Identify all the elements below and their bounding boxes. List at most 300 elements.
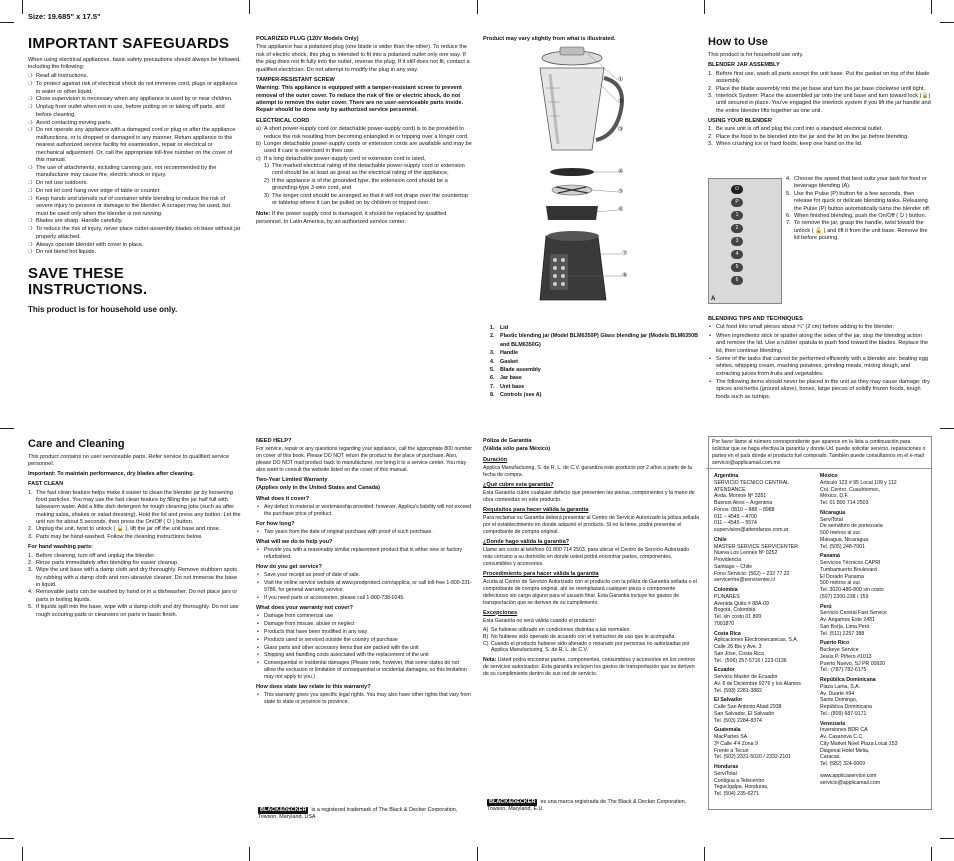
requisitos-text: Para reclamar su Garantía deberá presentar al Centro de Servicio Autorizado la póliza sellada por el establecimiento en donde adquirió el producto. Si no la tiene, podrá presentar el comprobante de compra original. bbox=[483, 515, 699, 536]
tips-section bbox=[708, 313, 932, 402]
diagram-callout: ① bbox=[618, 77, 624, 83]
service-line: 500 metros al sur. bbox=[820, 580, 862, 587]
cord-item bbox=[256, 126, 472, 141]
service-line: Tel. (502) 2331-5020 / 2332-2101 bbox=[714, 754, 792, 761]
cord-item-text: If a long detachable power-supply cord or extension cord is used, bbox=[264, 155, 426, 162]
polarized-plug-title: POLARIZED PLUG (120V Models Only) bbox=[256, 36, 359, 42]
tip-item: • The following items should never be placed in the unit as they may cause damage: dry spices and herbs (ground alone), bones, large pieces of solidly frozen foods, tough foods such as turnips. bbox=[708, 379, 932, 401]
trademark-es bbox=[487, 799, 699, 813]
service-line: Tel.: (506) 257-5716 / 223-0136 bbox=[714, 657, 787, 664]
assembly-step bbox=[708, 86, 932, 93]
polarized-plug-text: This appliance has a polarized plug (one blade is wider than the other). To reduce the risk of electric shock, this plug is intended to fit into a polarized outlet only one way. If the plug does not fit fully into the outlet, reverse the plug. If it still does not fit, contact a qualified electrician. Do not attempt to modify the plug in any way. bbox=[256, 44, 470, 73]
service-country: Argentina bbox=[714, 473, 739, 479]
part-name: Plastic blending jar (Model BLM6350P) Glass blending jar (Models BLM6350B and BLM6350G) bbox=[500, 333, 698, 348]
assembly-step-number: 1. bbox=[708, 70, 713, 77]
fast-clean-step-text: The fast clean feature helps make it easier to clean the blender jar by loosening food particles. You may use the fast clean feature by filling the jar half full with lukewarm water. Add a little dish detergent for tough cleaning jobs (such as after making salsa, shakes or salad dressing). Hold the lid and press any button. Let the unit run for about 5 seconds, then press the On/Off ( ⏻ ) button. bbox=[36, 489, 241, 526]
service-line: Tel. 3020-480-800 sin costo bbox=[820, 587, 884, 593]
using-step bbox=[786, 213, 932, 220]
hand-wash-step bbox=[28, 589, 242, 604]
diagram-callout: ⑥ bbox=[618, 207, 624, 213]
tip-item: • Some of the tasks that cannot be performed efficiently with a blender are: beating egg whites, whipping cream, mashing potatoes, grinding meats, mixing dough, and extracting juices from fruits and vegetables. bbox=[708, 356, 932, 378]
service-line: Tel. (504) 235-6271 bbox=[714, 791, 759, 797]
jar-base-illustration bbox=[546, 206, 598, 220]
state-law-list bbox=[256, 692, 472, 706]
service-line: 011 – 4545 – 4700 bbox=[714, 513, 757, 520]
what-cover-q: What does it cover? bbox=[256, 495, 310, 502]
tip-item: • Cut food into small pieces about ¾" (2 cm) before adding to the blender. bbox=[708, 324, 932, 331]
crop-mark bbox=[940, 838, 954, 839]
what-help-q: What will we do to help you? bbox=[256, 538, 333, 545]
service-line: Jesús P. Piñero #1013 bbox=[820, 653, 872, 660]
warranty-bullet: • Shipping and handling costs associated with the replacement of the unit bbox=[256, 652, 472, 659]
part-item bbox=[490, 358, 700, 366]
donde-title: ¿Donde hago válida la garantía? bbox=[483, 538, 570, 545]
fast-clean-step-text: Unplug the unit, twist to unlock ( 🔓 ), lift the jar off the unit base and rinse. bbox=[36, 526, 221, 533]
nota-label: Nota: bbox=[483, 657, 497, 664]
safeguard-item: ❍ Do not operate any appliance with a damaged cord or plug or after the appliance malfunctions, or is dropped or damaged in any manner. Return appliance to the nearest authorized service facility for examination, repair or electrical or mechanical adjustment. Or, call the appropriate toll-free number on the cover of this manual. bbox=[28, 127, 242, 164]
warranty-bullet: • Provide you with a reasonably similar replacement product that is either new or factory refurbished. bbox=[256, 547, 472, 561]
part-number: 8. bbox=[490, 392, 495, 398]
service-line: MASTER SERVICE SERVICENTER bbox=[714, 543, 798, 550]
panel-button: 3 bbox=[731, 237, 743, 246]
service-line: Tel.: (809) 687-9171 bbox=[820, 710, 867, 717]
tamper-text: Warning: This appliance is equipped with a tamper-resistant screw to prevent removal of the outer cover. To reduce the risk of fire or electric shock, do not attempt to remove the outer cover. There are no user-serviceable parts inside. Repair should be done only by authorized service personnel. bbox=[256, 85, 464, 114]
service-line: Tel. (593) 2281-3882 bbox=[714, 687, 762, 694]
controls-illustration bbox=[550, 254, 568, 290]
tips-list bbox=[708, 324, 932, 401]
safeguards-intro: When using electrical appliances, basic safety precautions should always be followed, including the following: bbox=[28, 56, 241, 70]
crop-mark bbox=[0, 428, 14, 429]
part-item bbox=[490, 391, 700, 399]
excepciones-intro: Esta Garantía no será válida cuando el producto: bbox=[483, 618, 596, 625]
safeguard-item: ❍ To protect against risk of electrical shock do not immerse cord, plugs or appliance in water or other liquid. bbox=[28, 81, 242, 96]
excepcion-item-marker: B) bbox=[483, 633, 489, 640]
how-get-list bbox=[256, 572, 472, 601]
cord-sub-item bbox=[264, 193, 472, 208]
service-line: Aplicaciones Electromecanicas, S.A. bbox=[714, 637, 799, 644]
assembly-step-number: 3. bbox=[708, 92, 713, 99]
service-line: El Dorado Panama bbox=[820, 573, 864, 580]
excepcion-item-marker: C) bbox=[483, 640, 489, 647]
crop-mark bbox=[22, 0, 23, 14]
part-item bbox=[490, 374, 700, 382]
service-list-right bbox=[820, 470, 928, 786]
part-number: 6. bbox=[490, 375, 495, 382]
warranty-bullet: • Products used or serviced outside the country of purchase bbox=[256, 637, 472, 644]
duracion-title: Duración bbox=[483, 456, 508, 463]
black-decker-logo: BLACK&DECKER bbox=[260, 807, 307, 813]
service-line: PLINARES bbox=[714, 593, 740, 600]
service-country: El Salvador bbox=[714, 697, 743, 704]
cord-sub-item bbox=[264, 178, 472, 193]
service-line: Av. Duarte #94 bbox=[820, 690, 855, 697]
part-number: 4. bbox=[490, 358, 495, 365]
using-step-number: 7. bbox=[786, 220, 791, 227]
using-step-number: 2. bbox=[708, 133, 713, 140]
safeguards-title: IMPORTANT SAFEGUARDS bbox=[28, 35, 230, 52]
diagram-caption: Product may vary slightly from what is illustrated. bbox=[483, 36, 616, 42]
service-line: Fonos: 0810 – 888 – 8988 bbox=[714, 506, 775, 513]
how-to-use-section bbox=[708, 36, 932, 149]
service-line: 3ª Calle 4'4 Zona 9 bbox=[714, 740, 758, 747]
service-line: www.applicaservice.com bbox=[820, 772, 877, 779]
assembly-list bbox=[708, 71, 932, 115]
duracion-text: Applica Manufacturing, S. de R. L. de C.V. garantiza este producto por 2 años a partir de la fecha de compra. bbox=[483, 465, 692, 478]
service-line: Tel. sin costo 01 800 bbox=[714, 614, 762, 620]
hand-wash-step-text: Removable parts can be washed by hand or in a dishwasher. Do not place jars or parts in boiling liquids. bbox=[36, 589, 238, 603]
hand-wash-step bbox=[28, 567, 242, 589]
cord-sub-item-text: The longer cord should be arranged so that it will not drape over the countertop or tabletop where it can be pulled on by children or tripped over. bbox=[272, 192, 468, 206]
using-step-text: Be sure unit is off and plug the cord into a standard electrical outlet. bbox=[716, 126, 883, 133]
safeguard-item: ❍ Do not let cord hang over edge of table or counter. bbox=[28, 188, 242, 195]
service-line: Nueva Los Leones Nº 0252 bbox=[714, 550, 778, 557]
two-year-title: Two-Year Limited Warranty bbox=[256, 476, 328, 483]
part-number: 5. bbox=[490, 366, 495, 373]
gasket-illustration bbox=[550, 168, 594, 176]
service-line: Av. 6 de Diciembre 9276 y los Alamos bbox=[714, 680, 801, 687]
assembly-step-text: Interlock System: Place the assembled jar onto the unit base and turn toward lock (🔒) until secured in place. You've engaged the interlock system if you lift the jar handle and the entire blender lifts together as one unit. bbox=[716, 92, 931, 114]
warranty-bullet: • Glass parts and other accessory items that are packed with the unit bbox=[256, 645, 472, 652]
service-country: Nicaragua bbox=[820, 509, 846, 516]
hand-wash-step-number: 4. bbox=[28, 589, 33, 596]
size-label: Size: 19.685" x 17.5" bbox=[28, 12, 101, 21]
cord-item-text: Longer detachable power-supply cords or extension cords are available and may be used if care is exercised in their use. bbox=[264, 140, 472, 155]
assembly-step-number: 2. bbox=[708, 85, 713, 92]
crop-mark bbox=[931, 0, 932, 14]
lid-cap-illustration bbox=[560, 47, 584, 55]
panel-label: A bbox=[711, 296, 716, 302]
tip-item: • When ingredients stick or spatter along the sides of the jar, stop the blending action and remove the lid. Use a rubber spatula to push food toward the blades. Replace the lid, then continue blending. bbox=[708, 333, 932, 355]
household-note: This product is for household use only. bbox=[28, 304, 178, 314]
safeguards-section bbox=[28, 36, 242, 315]
warranty-bullet: • Damage from commercial use bbox=[256, 613, 472, 620]
how-get-q: How do you get service? bbox=[256, 563, 322, 570]
service-line: Tel. (582) 324-0069 bbox=[820, 761, 865, 767]
service-line: Articulo 123 # 95 Local 109 y 112 bbox=[820, 479, 897, 486]
service-line: Avenida Quito # 88A-09 bbox=[714, 600, 769, 607]
panel-button: 4 bbox=[731, 250, 743, 259]
using-step bbox=[786, 191, 932, 213]
requisitos-title: Requisitos para hacer válida la garantía bbox=[483, 506, 589, 513]
cord-item-marker: a) bbox=[256, 126, 261, 133]
need-help-text: For service, repair or any questions regarding your appliance, call the appropriate 800 number on cover of this book. Please DO NOT return the product to the place of purchase. Also, please DO NOT mail product back to manufacturer, nor bring it to a service center. You may also want to consult the website listed on the cover of this manual. bbox=[256, 446, 472, 473]
how-long-list bbox=[256, 529, 472, 536]
part-name: Jar base bbox=[500, 375, 522, 382]
safeguard-item: ❍ Always operate blender with cover in place. bbox=[28, 242, 242, 249]
service-country: Ecuador bbox=[714, 667, 735, 674]
cord-sub-item-marker: 1) bbox=[264, 163, 269, 169]
service-line: Inversiones BDR CA bbox=[820, 727, 868, 734]
panel-button: P bbox=[731, 198, 743, 207]
warranty-bullet: • Visit the online service website at www.prodprotect.com/applica, or call toll-free 1-800-231-9786, for general warranty service. bbox=[256, 580, 472, 594]
state-law-q: How does state law relate to this warranty? bbox=[256, 683, 371, 690]
service-country: Guatemala bbox=[714, 727, 741, 734]
fast-clean-step bbox=[28, 526, 242, 533]
fast-clean-step-number: 2. bbox=[28, 526, 33, 533]
part-item bbox=[490, 383, 700, 391]
using-step-number: 6. bbox=[786, 212, 791, 219]
service-line: Puerto Nuevo, SJ PR 00920 bbox=[820, 660, 886, 667]
warranty-en-section bbox=[256, 438, 472, 707]
care-intro: This product contains no user serviceable parts. Refer service to qualified service personnel. bbox=[28, 454, 230, 468]
service-line: Contigua a Telecentro bbox=[714, 777, 765, 784]
part-name: Gasket bbox=[500, 358, 518, 365]
fast-clean-step-number: 3. bbox=[28, 533, 33, 540]
service-country: México bbox=[820, 473, 838, 479]
using-step bbox=[786, 220, 932, 242]
unit-base-illustration bbox=[540, 236, 606, 300]
safeguard-item: ❍ To reduce the risk of injury, never place cutter-assembly blades on base without jar properly attached. bbox=[28, 226, 242, 241]
service-intro: Por favor llame al número correspondiente que aparece en la lista a continuación para solicitar que se haga efectiva la garantía y donde Ud. puede solicitar servicio, reparaciones o partes en el país donde el producto fué comprado. También puede consultarnos en el e-mail servicio@applicamail.com.mx bbox=[712, 439, 926, 466]
service-country: Puerto Rico bbox=[820, 640, 850, 647]
service-line: Calle San Antonio Abad 2938 bbox=[714, 704, 782, 710]
part-name: Unit base bbox=[500, 383, 525, 390]
cubre-text: Esta Garantía cubre cualquier defecto que presenten las piezas, componentes y la mano de obra contenidas en este producto. bbox=[483, 490, 695, 504]
using-step bbox=[708, 141, 932, 148]
safeguard-item: ❍ Unplug from outlet when not in use, before putting on or taking off parts, and before cleaning. bbox=[28, 104, 242, 119]
using-step-text: Place the food to be blended into the jar and the lid on the jar before blending. bbox=[716, 133, 909, 140]
service-line: Av. Casanova C.C. bbox=[820, 734, 864, 740]
using-step bbox=[786, 176, 932, 191]
warranty-bullet: • Save your receipt as proof of date of sale. bbox=[256, 572, 472, 579]
crop-mark bbox=[704, 0, 705, 14]
service-country: Honduras bbox=[714, 764, 739, 770]
using-step bbox=[708, 126, 932, 133]
need-help-title: NEED HELP? bbox=[256, 438, 292, 444]
service-country: Perú bbox=[820, 603, 832, 610]
trademark-en-text: is a registered trademark of The Black & Decker Corporation, Towson, Maryland, USA bbox=[258, 807, 458, 821]
excepcion-item-text: No hubiese sido operado de acuerdo con el instructivo de uso que le acompaña. bbox=[491, 633, 676, 640]
part-number: 2. bbox=[490, 333, 495, 340]
not-cover-list bbox=[256, 613, 472, 681]
service-line: San Jose, Costa Rica bbox=[714, 650, 764, 657]
cord-note-text: If the power supply cord is damaged, it should be replaced by qualified personnel. In Latin America, by an authorized service center. bbox=[256, 211, 447, 225]
part-name: Handle bbox=[500, 350, 518, 357]
safeguard-item: ❍ Blades are sharp. Handle carefully. bbox=[28, 218, 242, 225]
service-line: Servicios Técnicos CAPRI bbox=[820, 560, 881, 566]
warranty-bullet: • This warranty gives you specific legal rights. You may also have other rights that vary from state to state or province to province. bbox=[256, 692, 472, 706]
cord-sub-item-marker: 3) bbox=[264, 192, 269, 199]
fast-clean-step bbox=[28, 490, 242, 527]
what-cover-list bbox=[256, 504, 472, 518]
cord-sub-item-text: The marked electrical rating of the detachable power-supply cord or extension cord should be at least as great as the electrical rating of the appliance, bbox=[272, 163, 465, 177]
safeguard-item: ❍ Read all instructions. bbox=[28, 73, 242, 80]
warranty-bullet: • Any defect in material or workmanship provided; however, Applica's liability will not exceed the purchase price of product. bbox=[256, 504, 472, 518]
blender-diagram bbox=[500, 44, 650, 324]
part-name: Lid bbox=[500, 325, 509, 331]
cord-sub-item-marker: 2) bbox=[264, 177, 269, 184]
panel-button: 2 bbox=[731, 224, 743, 233]
crop-mark bbox=[0, 838, 14, 839]
service-line: Plaza Lama, S.A. bbox=[820, 683, 861, 690]
service-line: Tel. (503) 2284-8374 bbox=[714, 717, 762, 724]
save-instructions-title: SAVE THESE INSTRUCTIONS. bbox=[28, 264, 148, 299]
service-country: Panamá bbox=[820, 553, 840, 560]
service-line: Servicio Central Fast Service bbox=[820, 610, 887, 617]
cord-list bbox=[256, 126, 472, 163]
warranty-bullet: • If you need parts or accessories, please call 1-800-738-0245. bbox=[256, 595, 472, 602]
cord-title: ELECTRICAL CORD bbox=[256, 117, 310, 124]
panel-button: ⏻ bbox=[731, 185, 743, 194]
warranty-es-section bbox=[483, 438, 699, 680]
service-line: Col. Centro, Cuauhtemoc, bbox=[820, 486, 880, 493]
diagram-callout: ④ bbox=[618, 169, 624, 175]
cord-note bbox=[256, 211, 472, 226]
using-step-text: When crushing ice or hard foods, keep one hand on the lid. bbox=[716, 141, 863, 148]
diagram-callout: ⑧ bbox=[622, 273, 628, 279]
service-line: ServiTotal bbox=[820, 516, 843, 523]
procedimiento-title: Procedimiento para hacer válida la garantía bbox=[483, 570, 599, 577]
how-long-q: For how long? bbox=[256, 520, 295, 527]
using-step-number: 4. bbox=[786, 176, 791, 182]
safeguards-list bbox=[28, 73, 242, 257]
cord-item bbox=[256, 156, 472, 163]
using-step-text: To remove the jar, grasp the handle, twist toward the unlock ( 🔓 ) and lift it from the unit base. Remove the lid before pouring. bbox=[794, 220, 928, 241]
excepciones-list bbox=[483, 627, 699, 654]
diagram-callout: ③ bbox=[618, 127, 624, 133]
cubre-title: ¿Qué cubre esta garantía? bbox=[483, 481, 554, 488]
black-decker-logo-es: BLACK&DECKER bbox=[489, 799, 536, 805]
panel-button: 1 bbox=[731, 211, 743, 220]
how-to-use-intro: This product is for household use only. bbox=[708, 52, 804, 59]
service-line: 011 – 4545 – 5574 bbox=[714, 520, 757, 527]
part-number: 7. bbox=[490, 383, 495, 390]
using-list-continued bbox=[786, 176, 932, 242]
warranty-bullet: • Damage from misuse, abuse or neglect bbox=[256, 621, 472, 628]
crop-mark bbox=[22, 847, 23, 861]
procedimiento-text: Acuda al Centro de Servicio Autorizado con el producto con la póliza de Garantía sellada o el comprobante de compra original, ahí se reemplazará cualquier pieza o componente defectuoso sin cargo alguno para el usuario final. Esta Garantía incluye los gastos de transportación que se deriven de su cumplimiento. bbox=[483, 579, 697, 606]
care-title: Care and Cleaning bbox=[28, 438, 125, 450]
part-number: 3. bbox=[490, 350, 495, 357]
using-step bbox=[708, 134, 932, 141]
applies-text: (Applies only in the United States and Canada) bbox=[256, 485, 381, 492]
diagram-callout: ⑤ bbox=[618, 189, 624, 195]
crop-mark bbox=[477, 847, 478, 861]
service-line: MacPartes SA bbox=[714, 734, 748, 740]
hand-wash-title: For hand washing parts: bbox=[28, 544, 93, 551]
cord-sub-item-text: If the appliance is of the grounded type, the extension cord should be a grounding-type 3-wire cord, and bbox=[272, 177, 448, 192]
cord-item bbox=[256, 141, 472, 156]
excepciones-title: Excepciones bbox=[483, 609, 518, 616]
using-step-number: 5. bbox=[786, 190, 791, 197]
service-line: servicentre@servicenter.cl bbox=[714, 577, 775, 584]
service-line: Tel.: (787) 782-6175 bbox=[820, 667, 867, 674]
service-line: Diagonal Hotel Melia, bbox=[820, 747, 870, 754]
safeguard-item: ❍ The use of attachments, including canning jars, not recommended by the manufacturer may cause fire, electric shock or injury. bbox=[28, 165, 242, 180]
crop-mark bbox=[704, 847, 705, 861]
assembly-step-text: Before first use, wash all parts except the unit base. Put the gasket on top of the blade assembly. bbox=[716, 70, 930, 85]
fast-clean-step-number: 1. bbox=[28, 489, 33, 496]
cord-item-text: A short power-supply cord (or detachable power-supply cord) is to be provided to reduce the risk resulting from becoming entangled in or tripping over a longer cord. bbox=[264, 126, 469, 140]
control-panel-illustration bbox=[708, 178, 782, 304]
part-item bbox=[490, 332, 700, 349]
how-to-use-title: How to Use bbox=[708, 36, 768, 48]
service-line: Servicio Master de Ecuador bbox=[714, 674, 778, 680]
panel-button: 5 bbox=[731, 263, 743, 272]
hand-wash-step-number: 5. bbox=[28, 604, 33, 611]
service-line: Caracas. bbox=[820, 754, 841, 761]
plug-section bbox=[256, 36, 472, 228]
service-line: Fono Servicio: (562) – 232 77 22 bbox=[714, 570, 790, 577]
service-country: Costa Rica bbox=[714, 630, 741, 637]
crop-mark bbox=[940, 428, 954, 429]
part-number: 1. bbox=[490, 325, 495, 331]
service-country: Chile bbox=[714, 536, 727, 543]
service-line: Av. Angamos Este 2431 bbox=[820, 617, 875, 623]
service-line: Tel. (511) 2257 388 bbox=[820, 630, 865, 637]
part-item bbox=[490, 324, 700, 332]
assembly-title: BLENDER JAR ASSEMBLY bbox=[708, 62, 780, 69]
assembly-step-text: Place the blade assembly into the jar base and turn the jar base clockwise until tight. bbox=[716, 85, 925, 92]
using-title: USING YOUR BLENDER bbox=[708, 118, 772, 125]
service-line: Tel. 01 800 714 2503 bbox=[820, 500, 869, 506]
service-line: Tel. (505) 248-7001 bbox=[820, 543, 865, 550]
service-line: Frente a Tecun bbox=[714, 747, 749, 754]
tamper-title: TAMPER-RESISTANT SCREW bbox=[256, 76, 335, 83]
service-divider bbox=[706, 468, 932, 469]
crop-mark bbox=[931, 847, 932, 861]
cord-sub-list bbox=[264, 163, 472, 207]
part-name: Controls (see A) bbox=[500, 392, 542, 398]
crop-mark bbox=[249, 0, 250, 14]
trademark-en bbox=[258, 807, 472, 821]
service-line: Bogotá, Colombia bbox=[714, 607, 756, 614]
care-section bbox=[28, 438, 242, 619]
service-line: Tumbamuerto Boulevard bbox=[820, 566, 877, 573]
service-line: Managua, Nicaragua. bbox=[820, 536, 870, 543]
safeguard-item: ❍ Do not blend hot liquids. bbox=[28, 249, 242, 256]
nota bbox=[483, 657, 699, 678]
assembly-step bbox=[708, 71, 932, 86]
warranty-bullet: • Two years from the date of original purchase with proof of such purchase. bbox=[256, 529, 472, 536]
service-line: ATENDANCE bbox=[714, 486, 746, 493]
excepcion-item-text: Se hubiese utilizado en condiciones distintas a las normales. bbox=[491, 626, 631, 633]
using-step-number: 3. bbox=[708, 141, 713, 148]
safeguard-item: ❍ Avoid contacting moving parts. bbox=[28, 120, 242, 127]
hand-wash-step-number: 1. bbox=[28, 552, 33, 559]
hand-wash-step-number: 2. bbox=[28, 559, 33, 566]
excepcion-item bbox=[483, 627, 699, 634]
excepcion-item bbox=[483, 641, 699, 655]
hand-wash-step bbox=[28, 560, 242, 567]
service-line: City Market Nivel Plaza Local 153 bbox=[820, 740, 898, 747]
cord-item-marker: c) bbox=[256, 155, 261, 162]
cord-note-label: Note: bbox=[256, 211, 271, 218]
hand-wash-step-text: Rinse parts immediately after blending for easier cleanup. bbox=[36, 559, 179, 566]
warranty-bullet: • Products that have been modified in any way bbox=[256, 629, 472, 636]
assembly-step bbox=[708, 93, 932, 115]
excepcion-item bbox=[483, 634, 699, 641]
fast-clean-step-text: Parts may be hand-washed. Follow the cleaning instructions below. bbox=[36, 533, 203, 540]
service-line: 500 metros al sur. bbox=[820, 530, 862, 536]
poliza-title: Póliza de Garantía bbox=[483, 438, 532, 444]
cord-item-marker: b) bbox=[256, 140, 261, 147]
service-country: República Dominicana bbox=[820, 677, 876, 683]
hand-wash-step bbox=[28, 553, 242, 560]
crop-mark bbox=[0, 22, 14, 23]
service-line: Buckeye Service bbox=[820, 647, 859, 653]
safeguard-item: ❍ Close supervision is necessary when any appliance is used by or near children. bbox=[28, 96, 242, 103]
service-line: Buenos Aires – Argentina bbox=[714, 500, 773, 506]
crop-mark bbox=[249, 847, 250, 861]
hand-wash-step-text: Before cleaning, turn off and unplug the blender. bbox=[36, 552, 156, 559]
part-item bbox=[490, 349, 700, 357]
tips-title: BLENDING TIPS AND TECHNIQUES bbox=[708, 316, 803, 322]
service-line: Avda. Monroe Nº 3351 bbox=[714, 493, 767, 500]
service-country: Colombia bbox=[714, 587, 738, 593]
service-list-left bbox=[714, 470, 814, 798]
hand-wash-step-text: If liquids spill into the base, wipe with a damp cloth and dry thoroughly. Do not use rough scouring pads or cleansers on parts in basic finish. bbox=[36, 604, 239, 618]
